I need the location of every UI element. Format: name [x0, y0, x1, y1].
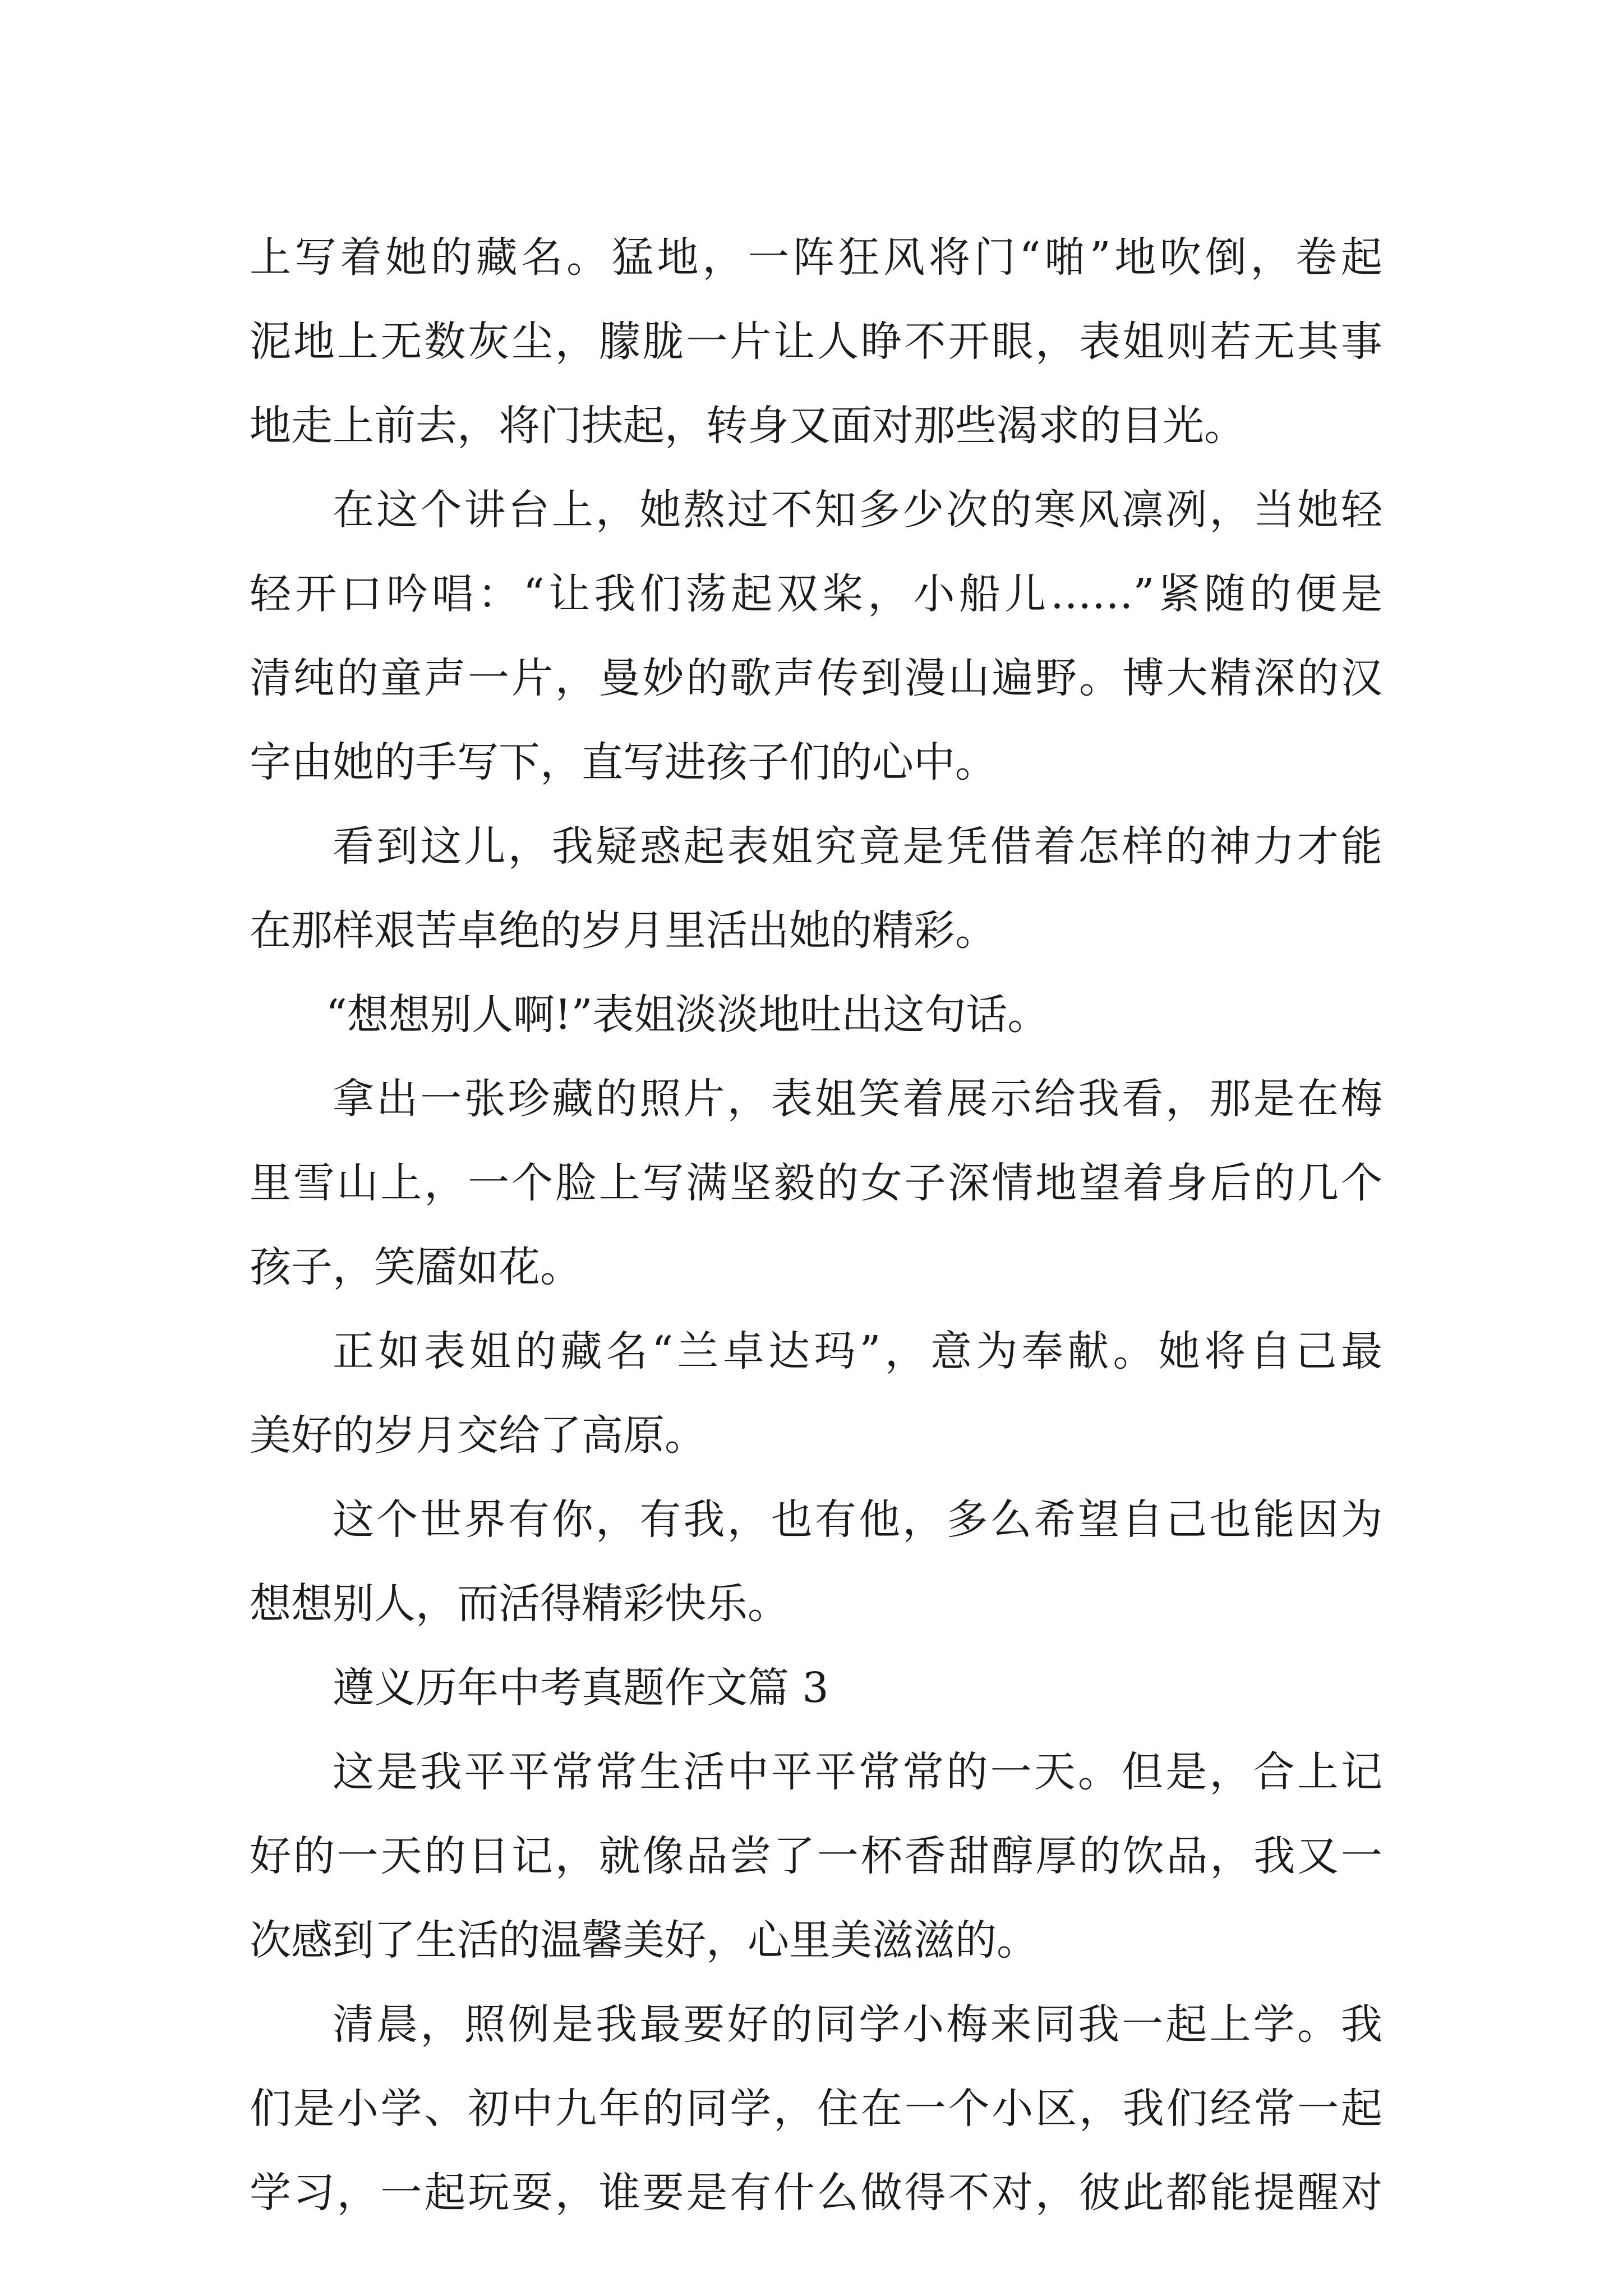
text-line: 字由她的手写下，直写进孩子们的心中。: [250, 738, 997, 786]
text-line: 上写着她的藏名。猛地，一阵狂风将门“啪”地吹倒，卷起: [250, 233, 1382, 282]
text-line: 在这个讲台上，她熬过不知多少次的寒风凛冽，当她轻: [333, 486, 1382, 534]
text-line: 在那样艰苦卓绝的岁月里活出她的精彩。: [250, 907, 997, 955]
text-line: 拿出一张珍藏的照片，表姐笑着展示给我看，那是在梅: [333, 1075, 1382, 1123]
text-line: 孩子，笑靥如花。: [250, 1243, 582, 1291]
text-line: 看到这儿，我疑惑起表姐究竟是凭借着怎样的神力才能: [333, 822, 1382, 871]
text-line: 清纯的童声一片，曼妙的歌声传到漫山遍野。博大精深的汉: [250, 654, 1382, 702]
text-line: 遵义历年中考真题作文篇 3: [333, 1664, 829, 1712]
text-line: 次感到了生活的温馨美好，心里美滋滋的。: [250, 1916, 1038, 1964]
text-line: 好的一天的日记，就像品尝了一杯香甜醇厚的饮品，我又一: [250, 1832, 1382, 1880]
text-line: 学习，一起玩耍，谁要是有什么做得不对，彼此都能提醒对: [250, 2169, 1382, 2217]
document-body: [250, 215, 1382, 2235]
text-line: 正如表姐的藏名“兰卓达玛”，意为奉献。她将自己最: [333, 1327, 1382, 1375]
text-line: “想想别人啊!”表姐淡淡地吐出这句话。: [326, 991, 1049, 1039]
text-line: 轻开口吟唱：“让我们荡起双桨，小船儿……”紧随的便是: [250, 570, 1382, 618]
text-line: 泥地上无数灰尘，朦胧一片让人睁不开眼，表姐则若无其事: [250, 318, 1382, 366]
text-line: 里雪山上，一个脸上写满坚毅的女子深情地望着身后的几个: [250, 1159, 1382, 1207]
text-line: 这是我平平常常生活中平平常常的一天。但是，合上记: [333, 1748, 1382, 1796]
text-line: 清晨，照例是我最要好的同学小梅来同我一起上学。我: [333, 2000, 1382, 2049]
text-line: 地走上前去，将门扶起，转身又面对那些渴求的目光。: [250, 402, 1246, 450]
text-line: 想想别人，而活得精彩快乐。: [250, 1580, 789, 1628]
text-line: 美好的岁月交给了高原。: [250, 1411, 706, 1460]
text-line: 们是小学、初中九年的同学，住在一个小区，我们经常一起: [250, 2085, 1382, 2133]
text-line: 这个世界有你，有我，也有他，多么希望自己也能因为: [333, 1496, 1382, 1544]
